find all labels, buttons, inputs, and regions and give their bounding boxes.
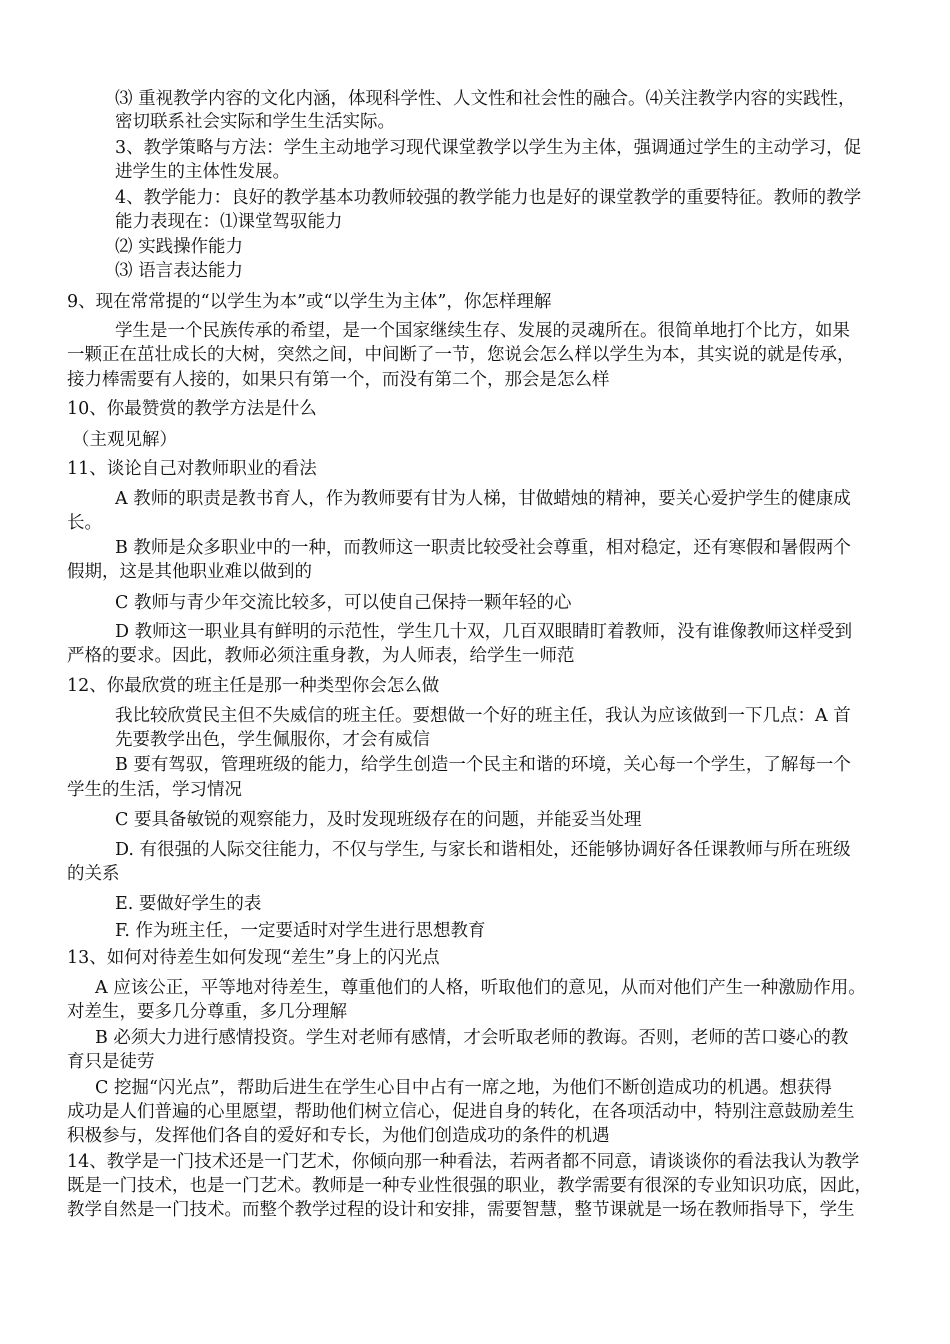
section-heading: 10、你最赞赏的教学方法是什么: [67, 399, 317, 419]
text-line: 成功是人们普遍的心里愿望，帮助他们树立信心，促进自身的转化，在各项活动中，特别注意鼓励差生: [67, 1102, 855, 1122]
text-line: 密切联系社会实际和学生生活实际。: [115, 112, 395, 132]
text-line: 教学自然是一门技术。而整个教学过程的设计和安排，需要智慧，整节课就是一场在教师指导下，学生: [67, 1200, 855, 1220]
text-line: 先要教学出色，学生佩服你，才会有威信: [115, 730, 430, 750]
text-line: C 要具备敏锐的观察能力，及时发现班级存在的问题，并能妥当处理: [115, 810, 642, 830]
text-line: B 要有驾驭，管理班级的能力，给学生创造一个民主和谐的环境，关心每一个学生，了解每一个: [115, 755, 851, 775]
text-line: 既是一门技术，也是一门艺术。教师是一种专业性很强的职业，教学需要有很深的专业知识功底，因此，: [67, 1176, 872, 1196]
text-line: 假期，这是其他职业难以做到的: [67, 562, 312, 582]
text-line: 对差生，要多几分尊重，多几分理解: [67, 1002, 347, 1022]
text-line: B 必须大力进行感情投资。学生对老师有感情，才会听取老师的教诲。否则，老师的苦口婆心的教: [95, 1028, 849, 1048]
text-line: ⑶ 语言表达能力: [115, 261, 244, 281]
text-line: 育只是徒劳: [67, 1052, 155, 1072]
text-line: ⑵ 实践操作能力: [115, 237, 244, 257]
text-line: 3、教学策略与方法：学生主动地学习现代课堂教学以学生为主体，强调通过学生的主动学习，促: [115, 138, 862, 158]
text-line: 进学生的主体性发展。: [115, 162, 290, 182]
text-line: （主观见解）: [72, 430, 177, 450]
text-line: 学生是一个民族传承的希望，是一个国家继续生存、发展的灵魂所在。很简单地打个比方，如果: [115, 321, 850, 341]
text-line: B 教师是众多职业中的一种，而教师这一职责比较受社会尊重，相对稳定，还有寒假和暑假两个: [115, 538, 851, 558]
text-line: 严格的要求。因此，教师必须注重身教，为人师表，给学生一师范: [67, 646, 575, 666]
text-line: 4、教学能力：良好的教学基本功教师较强的教学能力也是好的课堂教学的重要特征。教师的教学: [115, 188, 862, 208]
section-heading: 9、现在常常提的“以学生为本”或“以学生为主体”，你怎样理解: [67, 292, 552, 312]
text-line: 学生的生活，学习情况: [67, 780, 242, 800]
section-heading: 13、如何对待差生如何发现“差生”身上的闪光点: [67, 948, 440, 968]
section-heading: 14、教学是一门技术还是一门艺术，你倾向那一种看法，若两者都不同意，请谈谈你的看法我认为教学: [67, 1152, 860, 1172]
text-line: 我比较欣赏民主但不失威信的班主任。要想做一个好的班主任，我认为应该做到一下几点：A 首: [115, 706, 851, 726]
text-line: E. 要做好学生的表: [115, 894, 262, 914]
text-line: 能力表现在：⑴课堂驾驭能力: [115, 212, 343, 232]
text-line: 长。: [67, 513, 102, 533]
text-line: C 教师与青少年交流比较多，可以使自己保持一颗年轻的心: [115, 593, 572, 613]
section-heading: 12、你最欣赏的班主任是那一种类型你会怎么做: [67, 676, 440, 696]
text-line: D. 有很强的人际交往能力，不仅与学生, 与家长和谐相处，还能够协调好各任课教师与所在班级: [115, 840, 851, 860]
text-line: A 应该公正，平等地对待差生，尊重他们的人格，听取他们的意见，从而对他们产生一种激励作用。: [95, 978, 866, 998]
text-line: C 挖掘“闪光点”，帮助后进生在学生心目中占有一席之地，为他们不断创造成功的机遇。想获得: [95, 1078, 832, 1098]
text-line: A 教师的职责是教书育人，作为教师要有甘为人梯，甘做蜡烛的精神，要关心爱护学生的健康成: [115, 489, 851, 509]
text-line: 的关系: [67, 864, 120, 884]
text-line: 积极参与，发挥他们各自的爱好和专长，为他们创造成功的条件的机遇: [67, 1126, 610, 1146]
text-line: F. 作为班主任，一定要适时对学生进行思想教育: [115, 921, 486, 941]
section-heading: 11、谈论自己对教师职业的看法: [67, 459, 317, 479]
text-line: 接力棒需要有人接的，如果只有第一个，而没有第二个，那会是怎么样: [67, 370, 610, 390]
text-line: 一颗正在茁壮成长的大树，突然之间，中间断了一节，您说会怎么样以学生为本，其实说的就是传承，: [67, 345, 855, 365]
text-line: D 教师这一职业具有鲜明的示范性，学生几十双，几百双眼睛盯着教师，没有谁像教师这样受到: [115, 622, 853, 642]
text-line: ⑶ 重视教学内容的文化内涵，体现科学性、人文性和社会性的融合。⑷关注教学内容的实践性，: [115, 89, 856, 109]
